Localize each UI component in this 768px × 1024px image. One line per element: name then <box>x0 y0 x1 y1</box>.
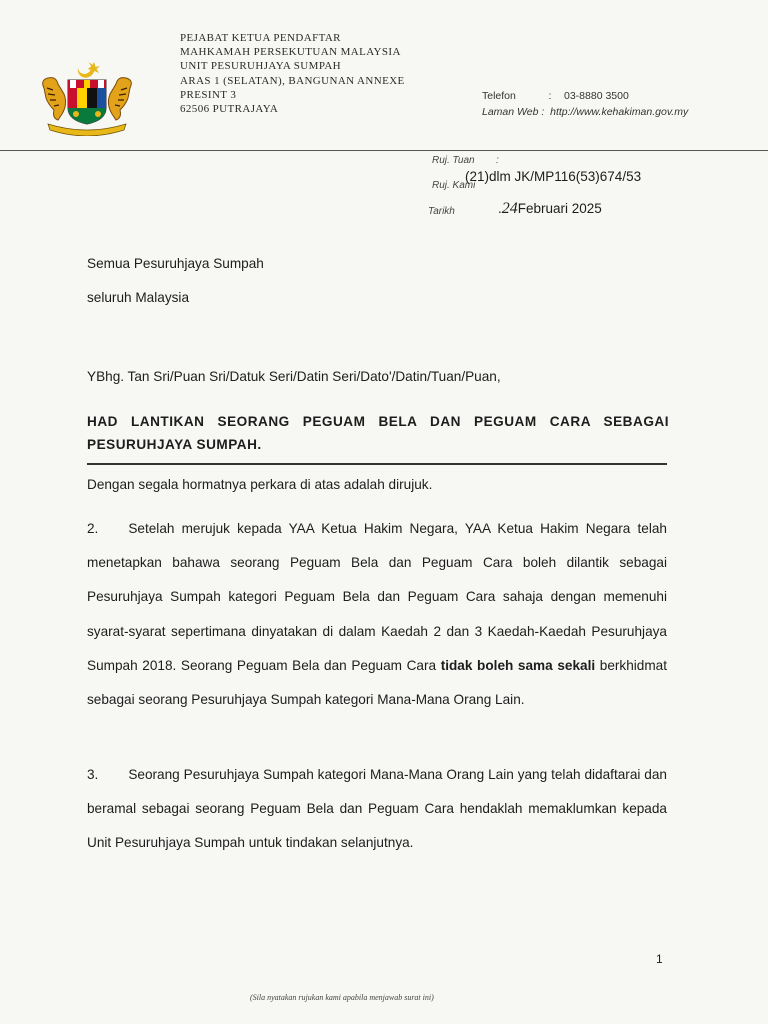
page-number: 1 <box>656 952 663 966</box>
paragraph-3-text: Seorang Pesuruhjaya Sumpah kategori Mana-Mana Orang Lain yang telah didaftarai dan beramal sebagai seorang Peguam Bela dan Peguam Cara hendaklah memaklumkan kepada Unit Pesuruhjaya Sumpah untuk tindakan selanjutnya. <box>87 767 667 851</box>
paragraph-3 <box>87 758 667 861</box>
address-line: 62506 PUTRAJAYA <box>180 103 279 116</box>
address-line: ARAS 1 (SELATAN), BANGUNAN ANNEXE <box>180 74 405 87</box>
address-line: PRESINT 3 <box>180 88 237 101</box>
paragraph-number: 3. <box>87 767 99 782</box>
telefon-value: 03-8880 3500 <box>564 90 629 102</box>
subject-underline <box>87 463 667 465</box>
tarikh-day-handwritten: 24 <box>501 200 518 217</box>
telefon-label: Telefon <box>482 90 516 102</box>
paragraph-2-text: Setelah merujuk kepada YAA Ketua Hakim Negara, YAA Ketua Hakim Negara telah menetapkan bahawa seorang Peguam Bela dan Peguam Cara boleh dilantik sebagai Pesuruhjaya Sumpah kategori Peguam Bela dan Peguam Cara sahaja dengan memenuhi syarat-syarat sepertimana dinyatakan di dalam Kaedah 2 dan 3 Kaedah-Kaedah Pesuruhjaya Sumpah 2018. Seorang Peguam Bela dan Peguam Cara <box>87 521 667 673</box>
coat-of-arms-icon <box>38 58 136 136</box>
address-line: UNIT PESURUHJAYA SUMPAH <box>180 60 342 73</box>
paragraph-2-emphasis: tidak boleh sama sekali <box>440 657 596 673</box>
letterhead-address <box>180 31 405 116</box>
paragraph-number: 2. <box>87 521 99 536</box>
paragraph-2 <box>87 512 667 717</box>
opening-sentence: Dengan segala hormatnya perkara di atas adalah dirujuk. <box>87 477 433 492</box>
address-line: PEJABAT KETUA PENDAFTAR <box>180 32 341 44</box>
recipient-line-2: seluruh Malaysia <box>87 290 189 305</box>
ruj-kami-label: Ruj. Kami <box>432 180 476 191</box>
tarikh-value: .24Februari 2025 <box>498 200 602 217</box>
address-line: MAHKAMAH PERSEKUTUAN MALAYSIA <box>180 46 401 59</box>
web-link[interactable]: http://www.kehakiman.gov.my <box>550 106 689 118</box>
paragraph-2-text-end: berkhidmat sebagai seorang Pesuruhjaya Sumpah kategori Mana-Mana Orang Lain. <box>87 657 668 708</box>
subject-heading: HAD LANTIKAN SEORANG PEGUAM BELA DAN PEGUAM CARA SEBAGAI PESURUHJAYA SUMPAH. <box>87 414 669 452</box>
footnote: (Sila nyatakan rujukan kami apabila menjawab surat ini) <box>250 993 434 1002</box>
ruj-kami-value: (21)dlm JK/MP116(53)674/53 <box>465 169 642 184</box>
header-divider <box>0 150 768 151</box>
ruj-tuan-separator: : <box>496 155 499 166</box>
salutation: YBhg. Tan Sri/Puan Sri/Datuk Seri/Datin Seri/Dato'/Datin/Tuan/Puan, <box>87 369 501 384</box>
web-label: Laman Web : <box>482 106 545 118</box>
recipient-line-1: Semua Pesuruhjaya Sumpah <box>87 256 264 271</box>
tarikh-month-year: Februari 2025 <box>517 201 602 216</box>
ruj-tuan-label: Ruj. Tuan <box>432 155 475 166</box>
tarikh-label: Tarikh <box>428 206 455 217</box>
letterhead-contact: Telefon : 03-8880 3500 Laman Web : http://www.kehakiman.gov.my <box>482 90 689 118</box>
